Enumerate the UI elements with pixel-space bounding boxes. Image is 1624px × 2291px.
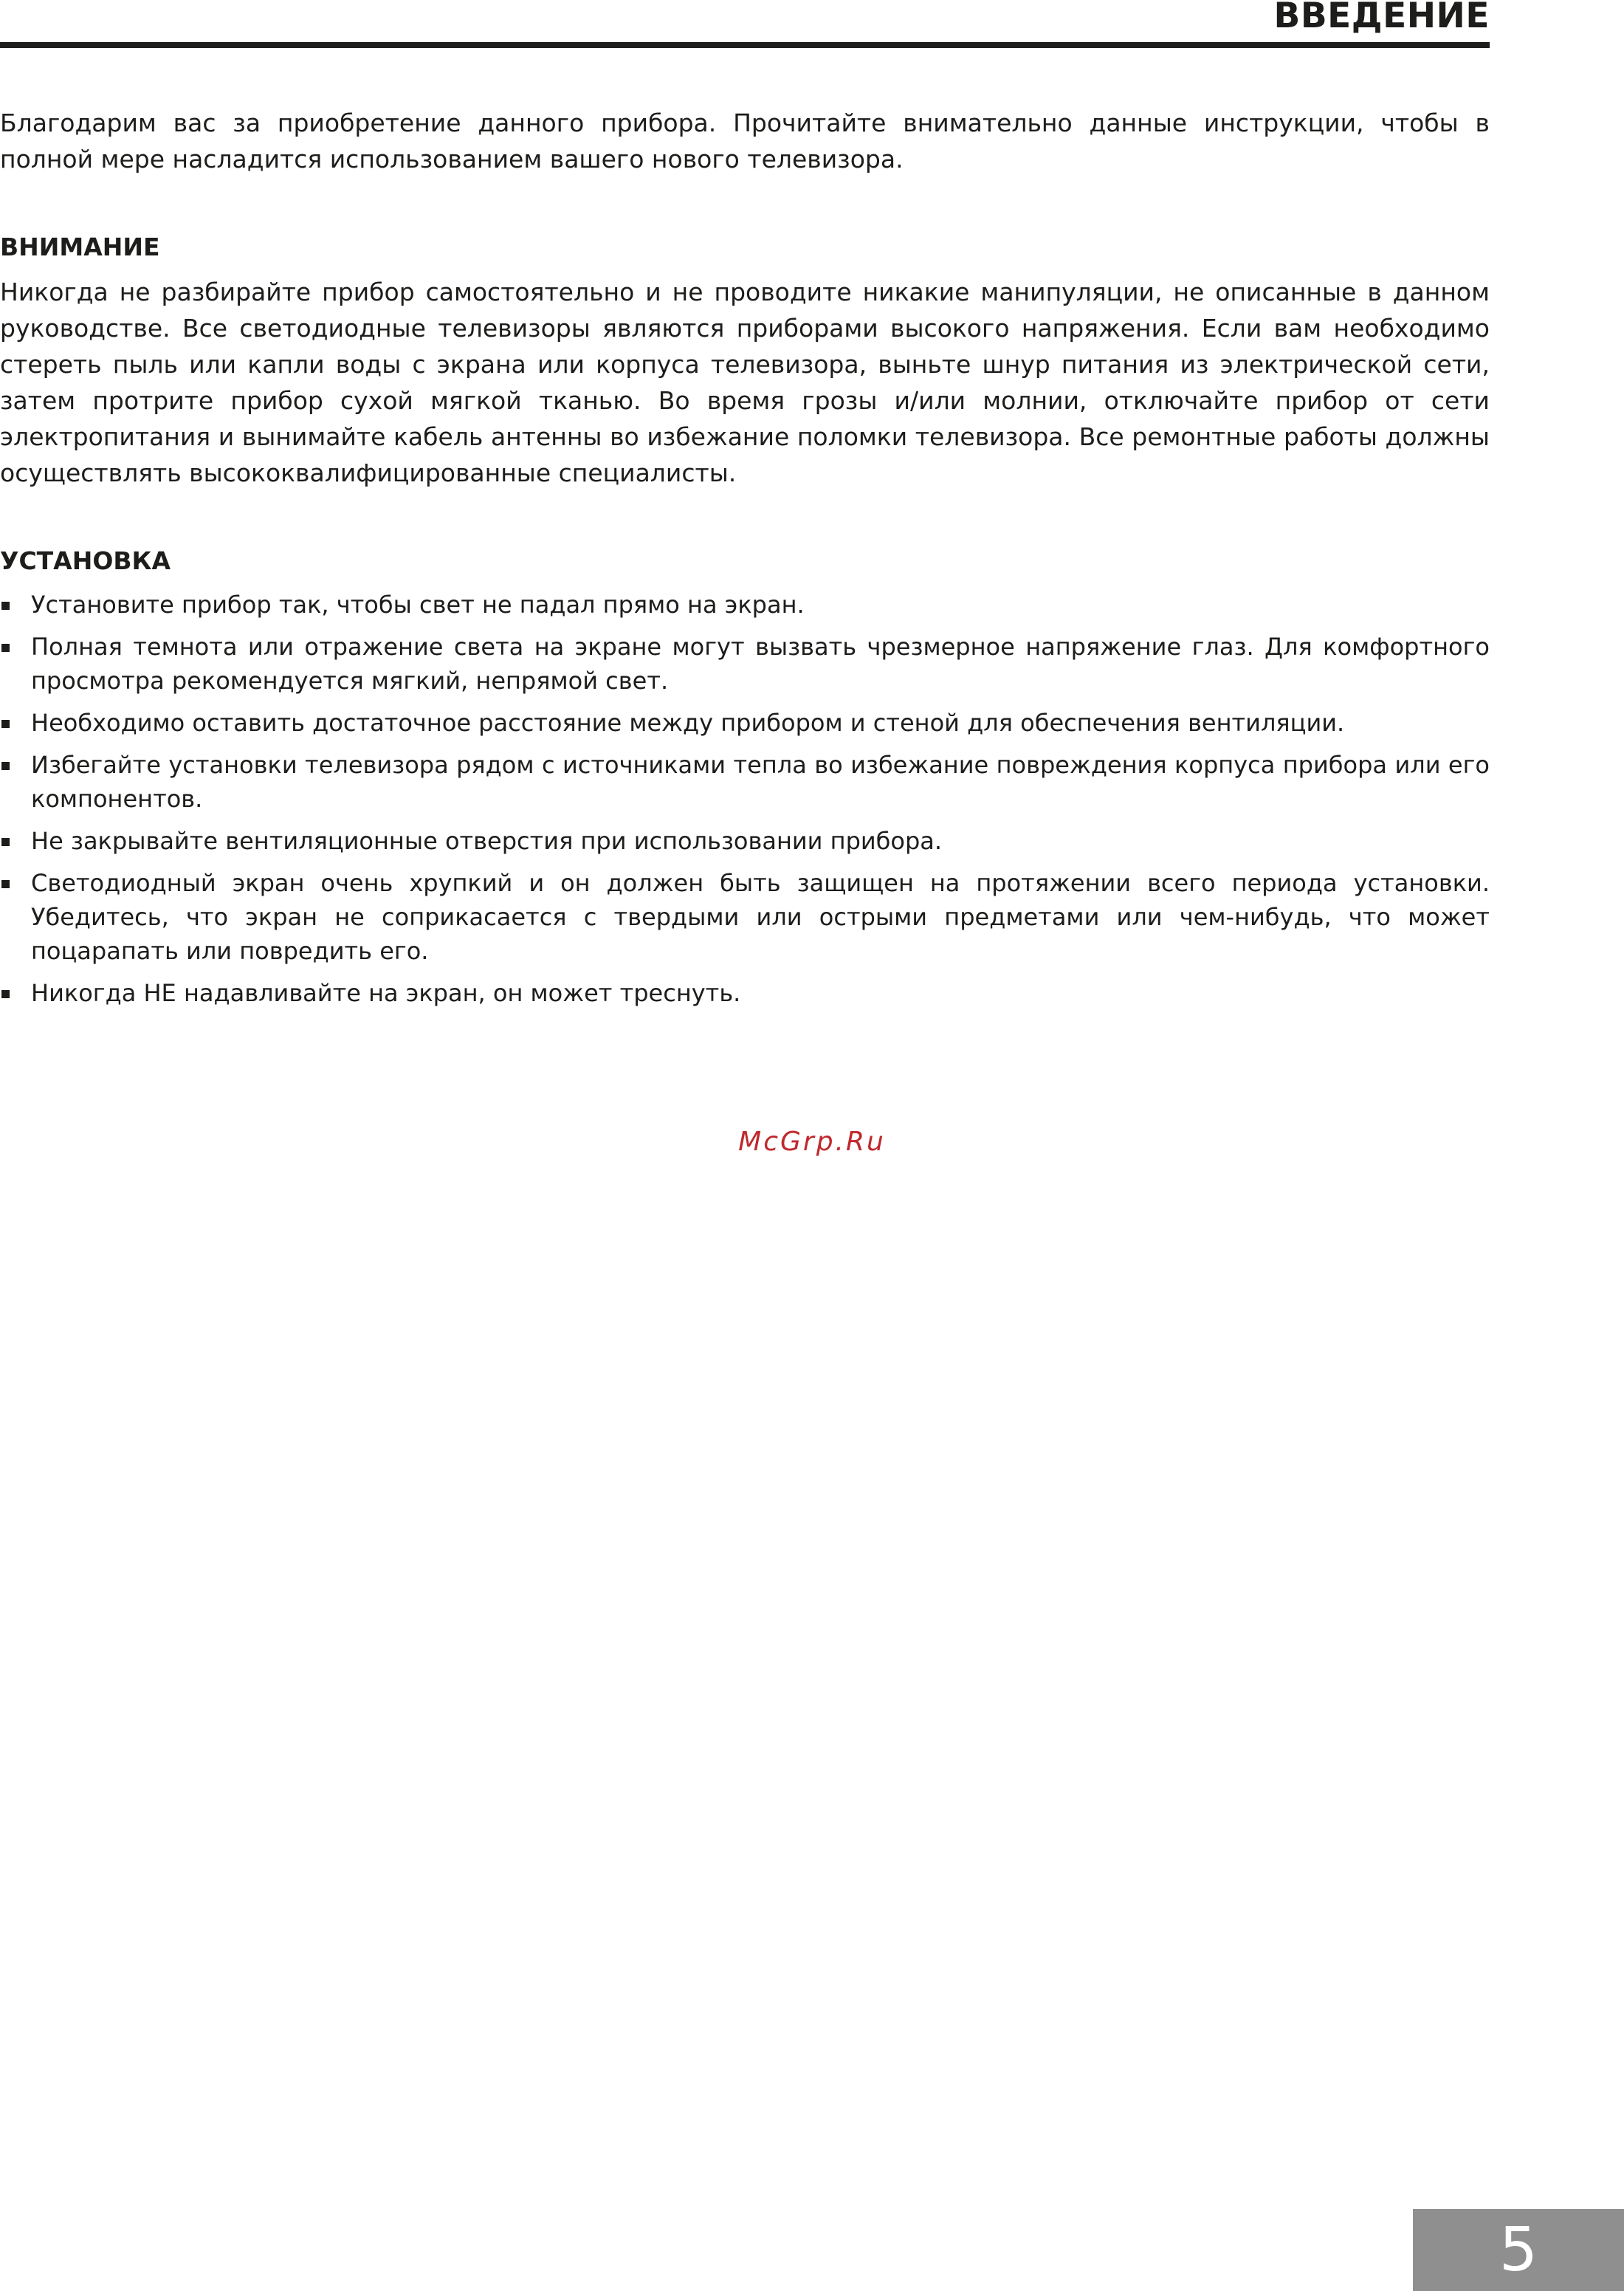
list-item xyxy=(0,706,1490,740)
list-item-text: Не закрывайте вентиляционные отверстия при использовании прибора. xyxy=(31,827,943,855)
intro-paragraph: Благодарим вас за приобретение данного прибора. Прочитайте внимательно данные инструкции, чтобы в полной мере насладится использованием вашего нового телевизора. xyxy=(0,109,1490,174)
page-number: 5 xyxy=(1499,2215,1538,2285)
list-item-text: Светодиодный экран очень хрупкий и он должен быть защищен на протяжении всего периода установки. Убедитесь, что экран не соприкасается с твердыми или острыми предметами или чем-нибудь, что может поцарапать или повредить его. xyxy=(31,869,1490,965)
installation-heading: УСТАНОВКА xyxy=(0,546,171,575)
page-number-box xyxy=(1413,2209,1624,2291)
installation-list xyxy=(0,588,1490,1010)
list-item xyxy=(0,748,1490,816)
list-item-text: Никогда НЕ надавливайте на экран, он может треснуть. xyxy=(31,979,741,1007)
list-item-text: Полная темнота или отражение света на экране могут вызвать чрезмерное напряжение глаз. Для комфортного просмотра рекомендуется мягкий, непрямой свет. xyxy=(31,633,1490,695)
list-item-text: Установите прибор так, чтобы свет не падал прямо на экран. xyxy=(31,591,805,619)
installation-section xyxy=(0,543,1490,1010)
bullet-icon xyxy=(1,762,10,770)
list-item xyxy=(0,866,1490,968)
warning-heading: ВНИМАНИЕ xyxy=(0,233,160,261)
warning-section xyxy=(0,229,1490,491)
list-item xyxy=(0,824,1490,858)
list-item-text: Избегайте установки телевизора рядом с источниками тепла во избежание повреждения корпуса прибора или его компонентов. xyxy=(31,751,1490,813)
list-item xyxy=(0,976,1490,1010)
bullet-icon xyxy=(1,644,10,652)
warning-paragraph: Никогда не разбирайте прибор самостоятельно и не проводите никакие манипуляции, не описанные в данном руководстве. Все светодиодные телевизоры являются приборами высокого напряжения. Если вам необходимо стереть пыль или капли воды с экрана или корпуса телевизора, выньте шнур питания из электрической сети, затем протрите прибор сухой мягкой тканью. Во время грозы и/или молнии, отключайте прибор от сети электропитания и вынимайте кабель антенны во избежание поломки телевизора. Все ремонтные работы должны осуществлять высококвалифицированные специалисты. xyxy=(0,278,1490,487)
list-item-text: Необходимо оставить достаточное расстояние между прибором и стеной для обеспечения вентиляции. xyxy=(31,709,1345,737)
bullet-icon xyxy=(1,880,10,888)
bullet-icon xyxy=(1,720,10,728)
bullet-icon xyxy=(1,602,10,610)
list-item xyxy=(0,630,1490,698)
page-title: ВВЕДЕНИЕ xyxy=(1273,0,1490,36)
list-item xyxy=(0,588,1490,622)
page-header xyxy=(0,0,1490,44)
bullet-icon xyxy=(1,838,10,846)
document-body xyxy=(0,105,1490,1018)
header-rule xyxy=(0,42,1490,48)
watermark: McGrp.Ru xyxy=(738,1127,886,1157)
bullet-icon xyxy=(1,990,10,998)
